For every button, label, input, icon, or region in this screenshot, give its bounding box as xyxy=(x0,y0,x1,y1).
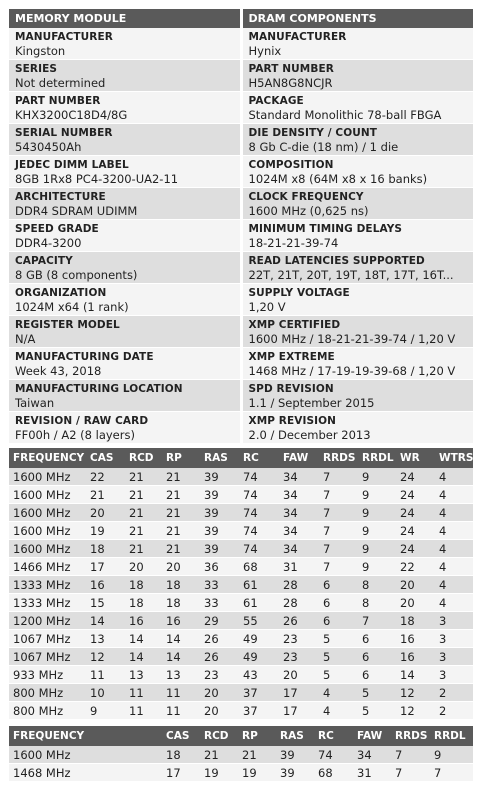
table-cell: 14 xyxy=(125,630,162,648)
field-value: 1.1 / September 2015 xyxy=(248,396,375,410)
table-cell: 61 xyxy=(239,594,279,612)
table-row xyxy=(9,702,473,720)
table-cell: 1600 MHz xyxy=(9,504,86,522)
field-value: KHX3200C18D4/8G xyxy=(15,108,128,122)
column-header-rcd: RCD xyxy=(125,448,162,468)
table-cell: 14 xyxy=(396,666,435,684)
table-cell: 23 xyxy=(279,630,319,648)
table-cell: 10 xyxy=(86,684,125,702)
timing-table-header-row xyxy=(9,448,473,468)
table-cell: 7 xyxy=(430,764,473,782)
field-value: 1600 MHz / 18-21-21-39-74 / 1,20 V xyxy=(248,332,456,346)
table-cell: 1600 MHz xyxy=(9,522,86,540)
table-cell: 933 MHz xyxy=(9,666,86,684)
table-row xyxy=(9,558,473,576)
table-cell: 21 xyxy=(238,746,276,764)
table-cell: 4 xyxy=(435,540,473,558)
memory-module-field-architecture xyxy=(9,188,240,220)
column-header-faw: FAW xyxy=(279,448,319,468)
table-cell: 34 xyxy=(279,540,319,558)
table-cell: 26 xyxy=(200,630,239,648)
table-cell: 37 xyxy=(239,702,279,720)
table-row xyxy=(9,648,473,666)
table-cell: 16 xyxy=(86,576,125,594)
table-cell: 34 xyxy=(279,468,319,486)
table-cell: 18 xyxy=(162,576,200,594)
table-cell: 49 xyxy=(239,648,279,666)
field-value: 18-21-21-39-74 xyxy=(248,236,339,250)
table-cell: 7 xyxy=(319,540,358,558)
table-row xyxy=(9,666,473,684)
field-value: DDR4-3200 xyxy=(15,236,82,250)
table-cell: 17 xyxy=(279,684,319,702)
table-cell: 9 xyxy=(430,746,473,764)
table-cell: 39 xyxy=(276,764,314,782)
table-cell: 34 xyxy=(279,522,319,540)
field-value: 1468 MHz / 17-19-19-39-68 / 1,20 V xyxy=(248,364,456,378)
field-value: 8 GB (8 components) xyxy=(15,268,138,282)
field-value: Hynix xyxy=(248,44,282,58)
table-cell: 6 xyxy=(319,594,358,612)
field-label: SPD REVISION xyxy=(248,383,334,395)
field-label: ARCHITECTURE xyxy=(15,191,106,203)
table-cell: 24 xyxy=(396,486,435,504)
dram-components-field-clock-frequency xyxy=(243,188,474,220)
table-cell: 2 xyxy=(435,702,473,720)
table-cell: 11 xyxy=(125,684,162,702)
table-cell: 9 xyxy=(358,468,396,486)
table-cell: 6 xyxy=(358,666,396,684)
table-cell: 28 xyxy=(279,576,319,594)
table-cell: 9 xyxy=(358,558,396,576)
table-cell: 17 xyxy=(279,702,319,720)
table-cell: 26 xyxy=(200,648,239,666)
table-cell: 33 xyxy=(200,594,239,612)
dram-components-field-manufacturer xyxy=(243,28,474,60)
field-label: DIE DENSITY / COUNT xyxy=(248,127,378,139)
table-row xyxy=(9,540,473,558)
field-label: CLOCK FREQUENCY xyxy=(248,191,364,203)
dram-components-field-package xyxy=(243,92,474,124)
field-label: PACKAGE xyxy=(248,95,304,107)
table-cell: 800 MHz xyxy=(9,702,86,720)
table-cell: 37 xyxy=(239,684,279,702)
table-cell: 5 xyxy=(319,666,358,684)
table-cell: 21 xyxy=(162,540,200,558)
column-header-rrdl: RRDL xyxy=(430,726,473,746)
table-cell: 68 xyxy=(239,558,279,576)
field-value: 8 Gb C-die (18 nm) / 1 die xyxy=(248,140,399,154)
table-cell: 39 xyxy=(276,746,314,764)
table-cell: 74 xyxy=(239,504,279,522)
table-cell: 39 xyxy=(200,468,239,486)
field-label: ORGANIZATION xyxy=(15,287,107,299)
table-cell: 5 xyxy=(358,684,396,702)
table-cell: 11 xyxy=(86,666,125,684)
table-cell: 31 xyxy=(279,558,319,576)
memory-module-column xyxy=(9,9,240,444)
table-cell: 1333 MHz xyxy=(9,576,86,594)
column-header-wr: WR xyxy=(396,448,435,468)
field-value: Week 43, 2018 xyxy=(15,364,102,378)
table-cell: 4 xyxy=(319,684,358,702)
table-cell: 19 xyxy=(238,764,276,782)
table-cell: 1200 MHz xyxy=(9,612,86,630)
memory-module-field-serial-number xyxy=(9,124,240,156)
table-cell: 6 xyxy=(319,576,358,594)
field-value: H5AN8G8NCJR xyxy=(248,76,333,90)
column-header-rrdl: RRDL xyxy=(358,448,396,468)
table-cell: 1600 MHz xyxy=(9,540,86,558)
column-header-rc: RC xyxy=(239,448,279,468)
table-cell: 7 xyxy=(391,746,430,764)
dram-components-header: DRAM COMPONENTS xyxy=(243,9,474,28)
table-cell: 17 xyxy=(162,764,200,782)
table-cell: 6 xyxy=(319,612,358,630)
memory-module-field-series xyxy=(9,60,240,92)
dram-components-field-xmp-extreme xyxy=(243,348,474,380)
column-header-ras: RAS xyxy=(276,726,314,746)
table-cell: 20 xyxy=(396,594,435,612)
table-cell: 6 xyxy=(358,648,396,666)
table-cell: 18 xyxy=(162,594,200,612)
field-value: Standard Monolithic 78-ball FBGA xyxy=(248,108,442,122)
memory-module-field-manufacturing-location xyxy=(9,380,240,412)
table-cell: 12 xyxy=(86,648,125,666)
table-cell: 18 xyxy=(125,576,162,594)
table-cell: 39 xyxy=(200,540,239,558)
memory-module-field-organization xyxy=(9,284,240,316)
table-cell: 1468 MHz xyxy=(9,764,86,782)
table-cell: 21 xyxy=(125,540,162,558)
table-cell: 18 xyxy=(396,612,435,630)
table-cell: 15 xyxy=(86,594,125,612)
table-cell: 33 xyxy=(200,576,239,594)
field-value: 22T, 21T, 20T, 19T, 18T, 17T, 16T... xyxy=(248,268,454,282)
table-row xyxy=(9,684,473,702)
table-cell: 12 xyxy=(396,684,435,702)
memory-module-field-speed-grade xyxy=(9,220,240,252)
table-cell: 20 xyxy=(125,558,162,576)
field-value: 1,20 V xyxy=(248,300,286,314)
table-cell: 4 xyxy=(435,504,473,522)
field-value: 5430450Ah xyxy=(15,140,82,154)
dram-components-field-xmp-certified xyxy=(243,316,474,348)
table-cell: 3 xyxy=(435,612,473,630)
table-cell: 21 xyxy=(162,504,200,522)
column-header-rcd: RCD xyxy=(200,726,238,746)
table-row xyxy=(9,486,473,504)
table-row xyxy=(9,504,473,522)
dram-components-field-part-number xyxy=(243,60,474,92)
table-cell: 43 xyxy=(239,666,279,684)
field-label: COMPOSITION xyxy=(248,159,334,171)
table-cell: 1067 MHz xyxy=(9,630,86,648)
field-value: 1024M x64 (1 rank) xyxy=(15,300,129,314)
table-cell: 9 xyxy=(358,504,396,522)
table-cell: 1333 MHz xyxy=(9,594,86,612)
table-cell: 21 xyxy=(125,504,162,522)
field-label: PART NUMBER xyxy=(15,95,101,107)
table-cell: 74 xyxy=(239,540,279,558)
column-header-rrds: RRDS xyxy=(391,726,430,746)
table-cell: 20 xyxy=(162,558,200,576)
table-cell: 14 xyxy=(162,648,200,666)
table-cell: 3 xyxy=(435,648,473,666)
table-row xyxy=(9,576,473,594)
table-cell: 2 xyxy=(435,684,473,702)
dram-components-field-minimum-timing-delays xyxy=(243,220,474,252)
column-header-rrds: RRDS xyxy=(319,448,358,468)
table-cell: 28 xyxy=(279,594,319,612)
dram-components-field-spd-revision xyxy=(243,380,474,412)
column-header-wtrs: WTRS xyxy=(435,448,473,468)
table-cell: 13 xyxy=(162,666,200,684)
table-cell: 22 xyxy=(86,468,125,486)
memory-module-field-manufacturing-date xyxy=(9,348,240,380)
memory-module-field-jedec-dimm-label xyxy=(9,156,240,188)
field-value: 1600 MHz (0,625 ns) xyxy=(248,204,369,218)
table-cell: 1600 MHz xyxy=(9,746,86,764)
table-cell: 1600 MHz xyxy=(9,468,86,486)
field-value: 2.0 / December 2013 xyxy=(248,428,371,442)
table-cell: 3 xyxy=(435,630,473,648)
table-row xyxy=(9,746,473,764)
table-row xyxy=(9,630,473,648)
field-label: REVISION / RAW CARD xyxy=(15,415,149,427)
table-cell: 20 xyxy=(396,576,435,594)
table-cell: 13 xyxy=(86,630,125,648)
column-header-frequency: FREQUENCY xyxy=(9,726,86,746)
field-label: REGISTER MODEL xyxy=(15,319,120,331)
memory-module-header: MEMORY MODULE xyxy=(9,9,240,28)
table-cell: 68 xyxy=(314,764,353,782)
table-cell: 7 xyxy=(319,522,358,540)
field-label: XMP EXTREME xyxy=(248,351,335,363)
field-value: DDR4 SDRAM UDIMM xyxy=(15,204,138,218)
table-cell: 24 xyxy=(396,504,435,522)
table-cell: 5 xyxy=(358,702,396,720)
field-label: SERIES xyxy=(15,63,58,75)
dram-components-field-die-density-count xyxy=(243,124,474,156)
table-cell: 1067 MHz xyxy=(9,648,86,666)
table-cell: 23 xyxy=(200,666,239,684)
table-cell: 18 xyxy=(162,746,200,764)
field-label: MANUFACTURING LOCATION xyxy=(15,383,183,395)
table-cell: 4 xyxy=(435,576,473,594)
table-cell: 4 xyxy=(435,558,473,576)
table-cell: 11 xyxy=(162,684,200,702)
table-row xyxy=(9,522,473,540)
table-cell: 74 xyxy=(239,468,279,486)
table-cell: 7 xyxy=(319,468,358,486)
field-label: XMP REVISION xyxy=(248,415,337,427)
field-label: XMP CERTIFIED xyxy=(248,319,341,331)
table-cell: 22 xyxy=(396,558,435,576)
table-row xyxy=(9,468,473,486)
table-cell: 7 xyxy=(358,612,396,630)
table-cell: 24 xyxy=(396,522,435,540)
table-cell: 36 xyxy=(200,558,239,576)
table-cell xyxy=(86,746,162,764)
table-cell: 1600 MHz xyxy=(9,486,86,504)
dram-components-field-composition xyxy=(243,156,474,188)
table-cell: 13 xyxy=(125,666,162,684)
table-cell: 5 xyxy=(319,630,358,648)
table-cell: 39 xyxy=(200,486,239,504)
table-cell: 74 xyxy=(239,486,279,504)
table-cell: 9 xyxy=(358,522,396,540)
table-cell: 7 xyxy=(319,558,358,576)
table-cell: 14 xyxy=(86,612,125,630)
table-cell: 5 xyxy=(319,648,358,666)
xmp-profile-table xyxy=(9,726,473,782)
field-label: READ LATENCIES SUPPORTED xyxy=(248,255,425,267)
table-cell: 61 xyxy=(239,576,279,594)
spd-info-panel xyxy=(9,9,473,782)
dram-components-field-xmp-revision xyxy=(243,412,474,444)
field-value: Kingston xyxy=(15,44,66,58)
table-cell: 11 xyxy=(162,702,200,720)
field-value: Taiwan xyxy=(15,396,55,410)
table-cell: 18 xyxy=(86,540,125,558)
column-header-ras: RAS xyxy=(200,448,239,468)
table-cell: 11 xyxy=(125,702,162,720)
table-row xyxy=(9,594,473,612)
memory-module-field-manufacturer xyxy=(9,28,240,60)
field-label: MANUFACTURER xyxy=(15,31,113,43)
table-cell: 9 xyxy=(86,702,125,720)
table-cell: 39 xyxy=(200,504,239,522)
table-cell: 14 xyxy=(162,630,200,648)
field-label: JEDEC DIMM LABEL xyxy=(15,159,129,171)
column-header-faw: FAW xyxy=(353,726,391,746)
column-header-cas: CAS xyxy=(162,726,200,746)
table-cell: 26 xyxy=(279,612,319,630)
timing-table xyxy=(9,448,473,720)
column-header-rp: RP xyxy=(238,726,276,746)
memory-module-field-register-model xyxy=(9,316,240,348)
table-cell: 9 xyxy=(358,540,396,558)
table-cell: 7 xyxy=(319,504,358,522)
field-label: PART NUMBER xyxy=(248,63,334,75)
table-cell: 4 xyxy=(435,594,473,612)
table-cell: 4 xyxy=(435,468,473,486)
table-cell: 19 xyxy=(200,764,238,782)
table-row xyxy=(9,764,473,782)
table-cell: 7 xyxy=(391,764,430,782)
table-cell: 16 xyxy=(396,630,435,648)
table-cell: 21 xyxy=(125,468,162,486)
spec-columns xyxy=(9,9,473,444)
table-cell: 16 xyxy=(396,648,435,666)
table-cell: 8 xyxy=(358,576,396,594)
table-cell: 18 xyxy=(125,594,162,612)
table-cell: 12 xyxy=(396,702,435,720)
field-value: Not determined xyxy=(15,76,106,90)
field-label: CAPACITY xyxy=(15,255,73,267)
table-cell: 7 xyxy=(319,486,358,504)
table-cell: 8 xyxy=(358,594,396,612)
table-cell: 6 xyxy=(358,630,396,648)
field-label: SUPPLY VOLTAGE xyxy=(248,287,350,299)
table-cell: 20 xyxy=(279,666,319,684)
xmp-table-header-row xyxy=(9,726,473,746)
field-label: SERIAL NUMBER xyxy=(15,127,113,139)
field-label: MINIMUM TIMING DELAYS xyxy=(248,223,403,235)
table-cell: 55 xyxy=(239,612,279,630)
table-cell: 21 xyxy=(162,468,200,486)
table-cell xyxy=(86,764,162,782)
table-cell: 9 xyxy=(358,486,396,504)
table-cell: 49 xyxy=(239,630,279,648)
table-cell: 19 xyxy=(86,522,125,540)
field-label: MANUFACTURING DATE xyxy=(15,351,154,363)
table-cell: 20 xyxy=(86,504,125,522)
table-cell: 3 xyxy=(435,666,473,684)
field-value: 8GB 1Rx8 PC4-3200-UA2-11 xyxy=(15,172,179,186)
column-header-cas: CAS xyxy=(86,448,125,468)
table-cell: 31 xyxy=(353,764,391,782)
table-row xyxy=(9,612,473,630)
table-cell: 34 xyxy=(279,486,319,504)
table-cell: 16 xyxy=(162,612,200,630)
table-cell: 21 xyxy=(125,486,162,504)
table-cell: 14 xyxy=(125,648,162,666)
dram-components-column xyxy=(243,9,474,444)
table-cell: 20 xyxy=(200,684,239,702)
table-cell: 74 xyxy=(239,522,279,540)
memory-module-field-capacity xyxy=(9,252,240,284)
dram-components-field-read-latencies-supported xyxy=(243,252,474,284)
memory-module-field-part-number xyxy=(9,92,240,124)
table-cell: 4 xyxy=(319,702,358,720)
column-header-rp: RP xyxy=(162,448,200,468)
table-cell: 21 xyxy=(162,522,200,540)
table-cell: 24 xyxy=(396,468,435,486)
table-cell: 34 xyxy=(279,504,319,522)
column-header-blank xyxy=(86,726,162,746)
field-value: N/A xyxy=(15,332,36,346)
table-cell: 24 xyxy=(396,540,435,558)
field-label: SPEED GRADE xyxy=(15,223,99,235)
table-cell: 21 xyxy=(200,746,238,764)
field-value: 1024M x8 (64M x8 x 16 banks) xyxy=(248,172,428,186)
table-cell: 1466 MHz xyxy=(9,558,86,576)
field-label: MANUFACTURER xyxy=(248,31,347,43)
table-cell: 23 xyxy=(279,648,319,666)
table-cell: 20 xyxy=(200,702,239,720)
table-cell: 39 xyxy=(200,522,239,540)
table-cell: 4 xyxy=(435,486,473,504)
table-cell: 16 xyxy=(125,612,162,630)
table-cell: 4 xyxy=(435,522,473,540)
table-cell: 74 xyxy=(314,746,353,764)
table-cell: 17 xyxy=(86,558,125,576)
field-value: FF00h / A2 (8 layers) xyxy=(15,428,135,442)
column-header-rc: RC xyxy=(314,726,353,746)
table-cell: 34 xyxy=(353,746,391,764)
memory-module-field-revision-raw-card xyxy=(9,412,240,444)
table-cell: 800 MHz xyxy=(9,684,86,702)
table-cell: 21 xyxy=(125,522,162,540)
table-cell: 21 xyxy=(162,486,200,504)
table-cell: 21 xyxy=(86,486,125,504)
dram-components-field-supply-voltage xyxy=(243,284,474,316)
table-cell: 29 xyxy=(200,612,239,630)
column-header-frequency: FREQUENCY xyxy=(9,448,86,468)
